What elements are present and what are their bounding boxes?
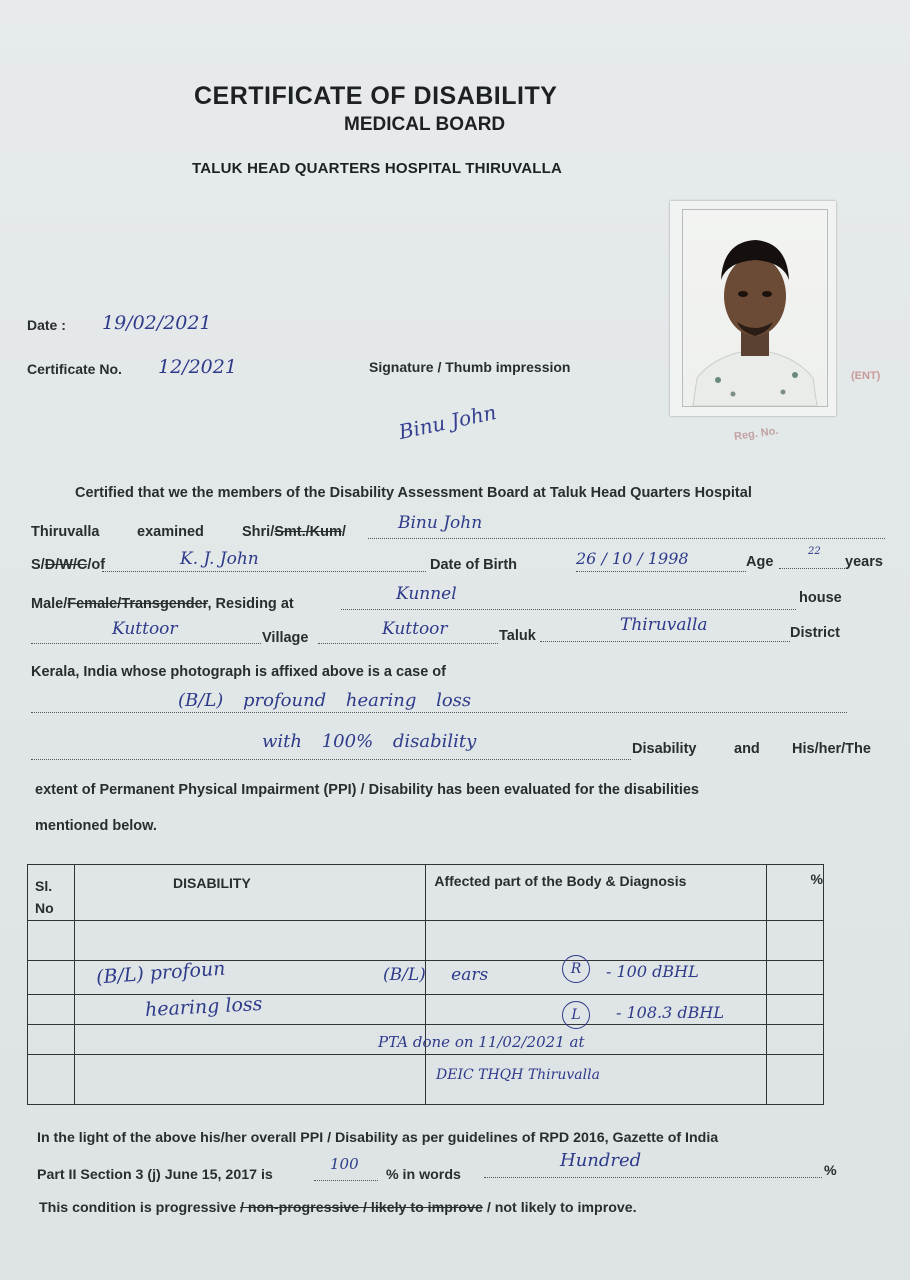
stamp-reg-text: Reg. No. xyxy=(733,424,780,444)
percent-sign: % xyxy=(824,1163,837,1179)
table-row xyxy=(28,1055,824,1105)
signature-label: Signature / Thumb impression xyxy=(369,359,571,375)
date-value: 19/02/2021 xyxy=(102,312,212,334)
disability-header: DISABILITY xyxy=(75,865,426,921)
left-ear-marker: L xyxy=(562,1001,590,1029)
photograph xyxy=(670,201,836,416)
certification-line: Certified that we the members of the Disability Assessment Board at Taluk Head Quarters Hospital xyxy=(75,485,752,501)
father-dotted-line xyxy=(102,571,426,572)
village-dotted-line xyxy=(31,643,261,644)
age-value: 22 xyxy=(808,546,821,557)
case-dotted-line-2 xyxy=(31,759,631,760)
signature: Binu John xyxy=(396,399,499,445)
case-line-1: (B/L) profound hearing loss xyxy=(178,690,472,711)
taluk-label: Taluk xyxy=(499,628,536,644)
certificate-number-label: Certificate No. xyxy=(27,361,122,377)
father-name: K. J. John xyxy=(180,549,259,569)
age-dotted-line xyxy=(779,568,845,569)
table-header-row xyxy=(28,865,824,921)
district-label: District xyxy=(790,625,840,641)
district-value: Thiruvalla xyxy=(620,615,708,635)
certificate-number-value: 12/2021 xyxy=(158,356,237,378)
disability-entry-1: (B/L) profoun xyxy=(95,957,227,989)
percent-header: % xyxy=(766,865,823,921)
dob-value: 26 / 10 / 1998 xyxy=(576,549,689,568)
patient-name: Binu John xyxy=(398,513,483,533)
house-value: Kunnel xyxy=(396,584,457,604)
footer-line-2b: % in words xyxy=(386,1167,461,1183)
son-of-prefix: S/D/W/C/of xyxy=(31,557,106,573)
pta-line-2: DEIC THQH Thiruvalla xyxy=(436,1067,600,1083)
kerala-line: Kerala, India whose photograph is affixed above is a case of xyxy=(31,664,446,680)
ppi-value: 100 xyxy=(330,1155,359,1173)
extent-line: extent of Permanent Physical Impairment (PPI) / Disability has been evaluated for the disabilities xyxy=(35,782,699,798)
house-label: house xyxy=(799,590,842,606)
left-ear-value: - 108.3 dBHL xyxy=(616,1003,724,1022)
his-her-text: His/her/The xyxy=(792,741,871,757)
case-dotted-line-1 xyxy=(31,712,847,713)
footer-line-2a: Part II Section 3 (j) June 15, 2017 is xyxy=(37,1167,273,1183)
condition-line: This condition is progressive / non-progressive / likely to improve / not likely to improve. xyxy=(39,1200,637,1216)
taluk-dotted-line xyxy=(318,643,498,644)
pta-line-1: PTA done on 11/02/2021 at xyxy=(378,1033,585,1051)
name-dotted-line xyxy=(368,538,885,539)
district-dotted-line xyxy=(540,641,790,642)
table-row xyxy=(28,921,824,961)
stamp-text: (ENT) xyxy=(851,370,881,382)
right-ear-value: - 100 dBHL xyxy=(606,962,699,981)
village-label: Village xyxy=(262,630,309,646)
diagnosis-ears: (B/L) ears xyxy=(383,965,489,985)
age-label: Age xyxy=(746,554,774,570)
years-text: years xyxy=(845,554,883,570)
examined-text: examined xyxy=(137,524,204,540)
certificate-title: CERTIFICATE OF DISABILITY xyxy=(194,82,558,110)
slno-header: Sl. No xyxy=(28,865,75,921)
shri-prefix: Shri/Smt./Kum/ xyxy=(242,524,346,540)
dob-label: Date of Birth xyxy=(430,557,517,573)
date-label: Date : xyxy=(27,317,66,333)
house-dotted-line xyxy=(341,609,796,610)
words-dotted-line xyxy=(484,1177,822,1178)
disability-entry-2: hearing loss xyxy=(144,992,263,1022)
right-ear-marker: R xyxy=(562,955,590,983)
person-photo-icon xyxy=(683,210,827,406)
case-line-2: with 100% disability xyxy=(262,731,477,752)
ppi-dotted-line xyxy=(314,1180,378,1181)
board-subtitle: MEDICAL BOARD xyxy=(344,114,506,135)
affected-header: Affected part of the Body & Diagnosis xyxy=(426,865,766,921)
words-value: Hundred xyxy=(560,1150,642,1171)
village-value: Kuttoor xyxy=(112,619,178,639)
footer-line-1: In the light of the above his/her overall PPI / Disability as per guidelines of RPD 2016, Gazette of India xyxy=(37,1130,719,1146)
hospital-name: TALUK HEAD QUARTERS HOSPITAL THIRUVALLA xyxy=(192,160,563,177)
mentioned-below: mentioned below. xyxy=(35,818,157,834)
disability-word: Disability xyxy=(632,741,697,757)
and-word: and xyxy=(734,741,760,757)
taluk-value: Kuttoor xyxy=(382,619,448,639)
thiruvalla-text: Thiruvalla xyxy=(31,524,100,540)
gender-text: Male/Female/Transgender, Residing at xyxy=(31,596,294,612)
dob-dotted-line xyxy=(576,571,746,572)
